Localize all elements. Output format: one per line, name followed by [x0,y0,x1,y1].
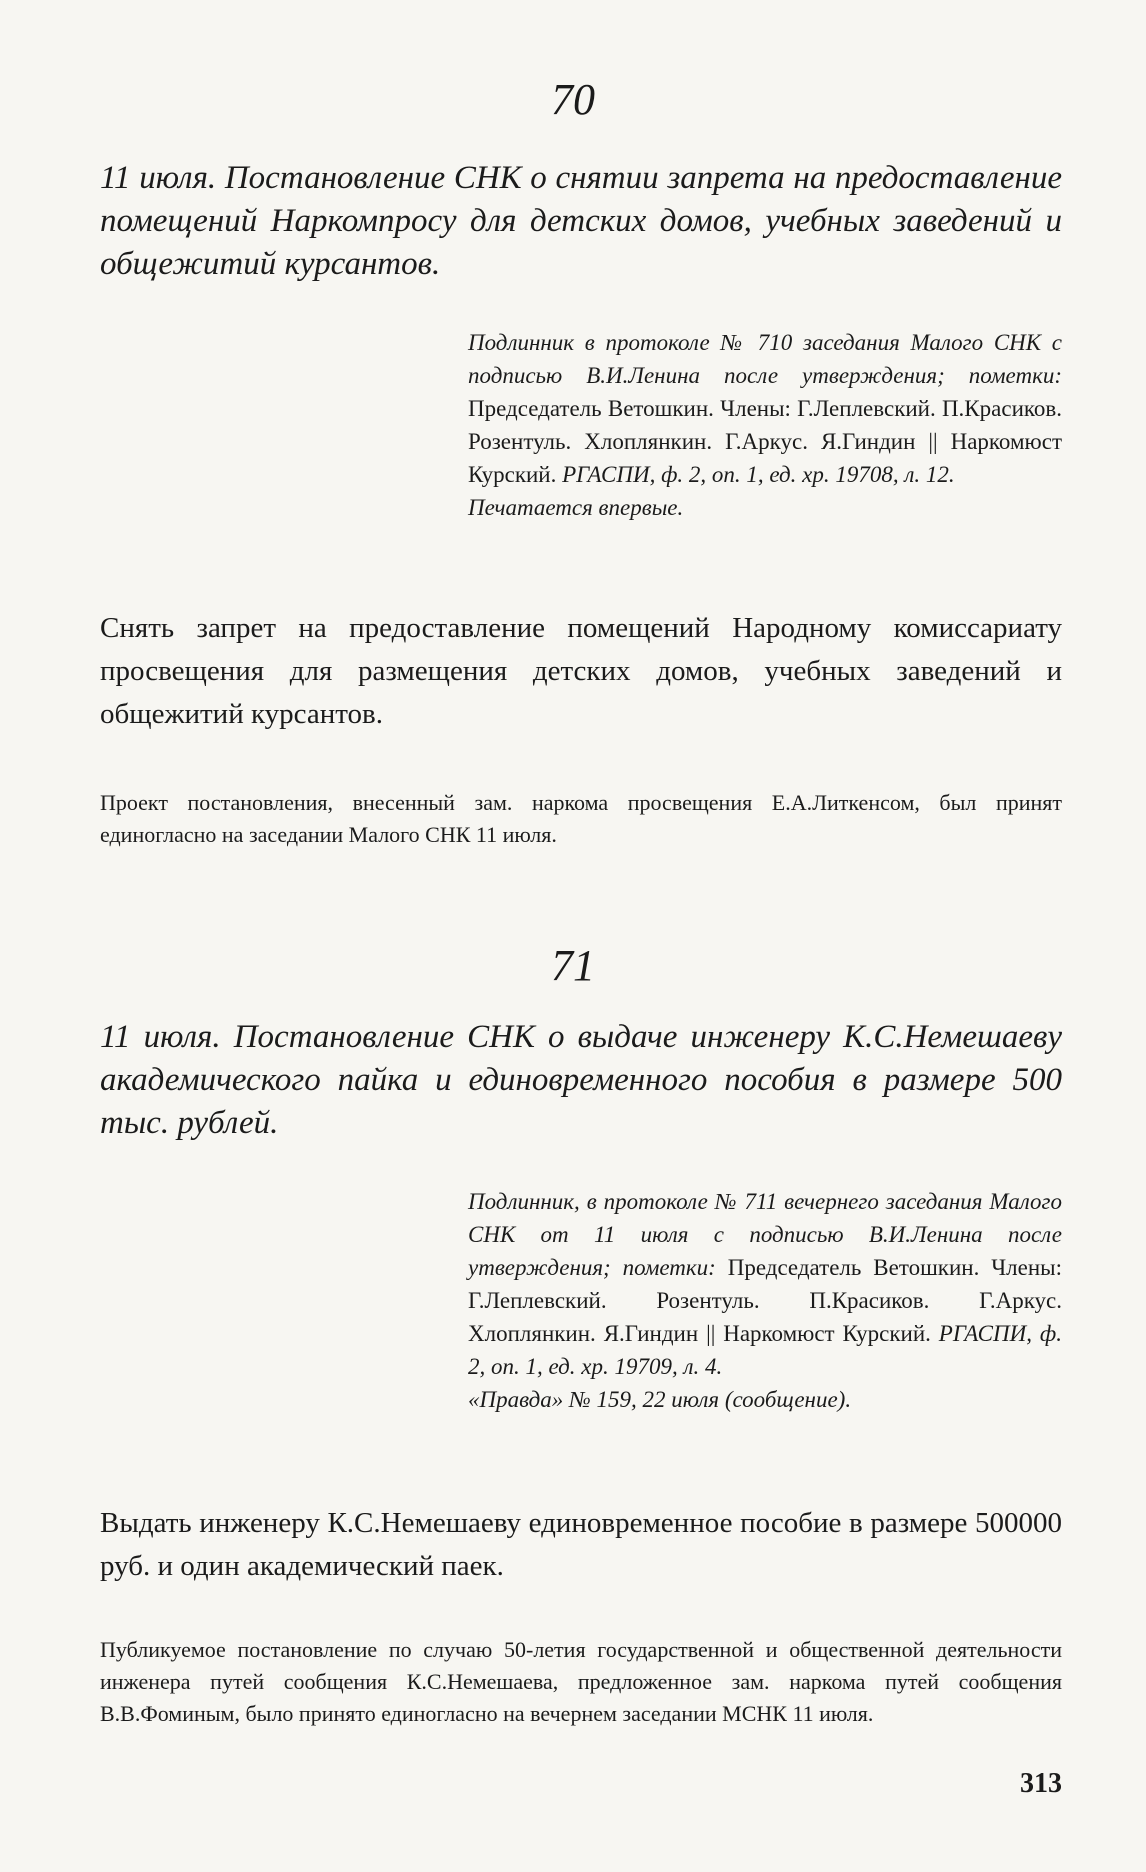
source-original: Подлинник, в протоколе № 711 вечернего заседания Малого СНК от 11 июля с подписью В.И.Ленина после утверждения; пометки: [468,1189,1062,1280]
source-archive: РГАСПИ, ф. 2, оп. 1, ед. хр. 19709, л. 4. [468,1321,1062,1379]
document-number: 70 [551,75,595,124]
document-heading: 11 июля. Постановление СНК о снятии запрета на предоставление помещений Наркомпросу для детских домов, учебных заведений и общежитий курсантов. [100,160,1062,282]
source-note [468,1185,1062,1416]
editorial-comment: Публикуемое постановление по случаю 50-летия государственной и общественной деятельности инженера путей сообщения К.С.Немешаева, предложенное зам. наркома путей сообщения В.В.Фоминым, было принято единогласно на вечернем заседании МСНК 11 июля. [100,1637,1062,1726]
source-marks: Председатель Ветошкин. Члены: Г.Леплевский. Розентуль. П.Красиков. Г.Аркус. Хлоплянкин. Я.Гиндин || Наркомюст Курский. [468,1255,1062,1346]
document-number: 71 [551,941,595,990]
resolution-text: Снять запрет на предоставление помещений Народному комиссариату просвещения для размещения детских домов, учебных заведений и общежитий курсантов. [100,612,1062,730]
source-note [468,326,1062,524]
resolution-text: Выдать инженеру К.С.Немешаеву единовременное пособие в размере 500000 руб. и один академический паек. [100,1507,1062,1582]
source-marks: Председатель Ветошкин. Члены: Г.Леплевский. П.Красиков. Розентуль. Хлоплянкин. Г.Аркус. Я.Гиндин || Наркомюст Курский. [468,396,1062,487]
publication-note: Печатается впервые. [468,495,684,520]
source-original: Подлинник в протоколе № 710 заседания Малого СНК с подписью В.И.Ленина после утверждения; пометки: [468,330,1062,388]
page-number: 313 [1020,1768,1062,1799]
source-archive: РГАСПИ, ф. 2, оп. 1, ед. хр. 19708, л. 12. [562,462,955,487]
editorial-comment: Проект постановления, внесенный зам. наркома просвещения Е.А.Литкенсом, был принят единогласно на заседании Малого СНК 11 июля. [100,790,1062,847]
publication-note: «Правда» № 159, 22 июля (сообщение). [468,1387,852,1412]
document-heading: 11 июля. Постановление СНК о выдаче инженеру К.С.Немешаеву академического пайка и единовременного пособия в размере 500 тыс. рублей. [100,1019,1062,1141]
